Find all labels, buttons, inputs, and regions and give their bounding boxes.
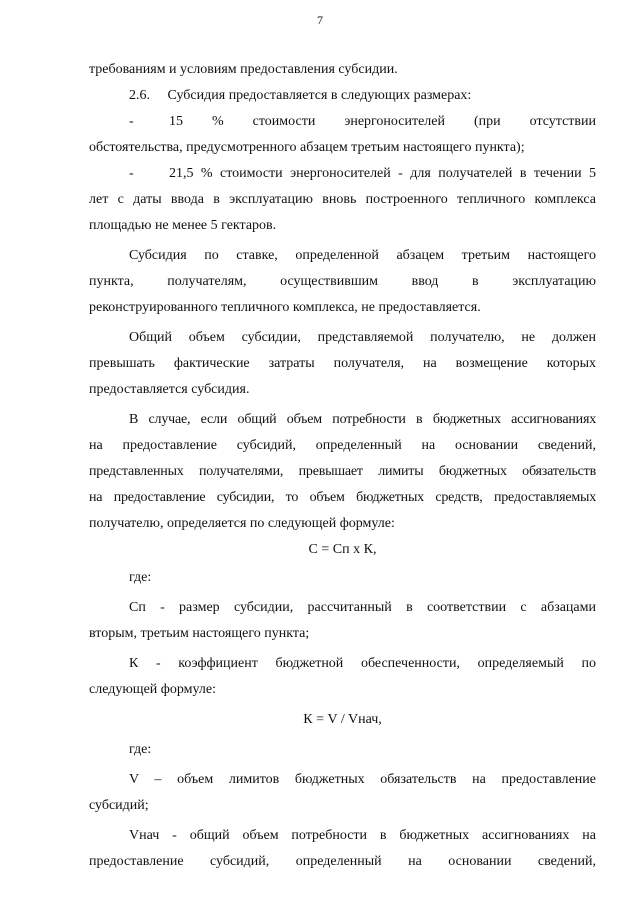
paragraph-line: предоставляется субсидия. — [89, 382, 250, 397]
where-label: где: — [129, 570, 152, 585]
paragraph-continuation: требованиям и условиям предоставления субсидии. — [89, 62, 398, 77]
paragraph-line: на предоставление субсидий, определенный на основании сведений, — [89, 438, 596, 453]
paragraph-rate-not-applied — [89, 243, 596, 321]
list-dash: - — [129, 114, 134, 129]
list-item-21-5-percent — [89, 161, 596, 239]
formula-subsidy: С = Сп х К, — [308, 542, 377, 557]
paragraph-budget-limits — [89, 407, 596, 537]
paragraph-line: Общий объем субсидии, представляемой получателю, не должен — [129, 330, 596, 345]
list-dash: - — [129, 166, 134, 181]
definition-k — [89, 651, 596, 703]
definition-cp — [89, 595, 596, 647]
paragraph-line: Vнач - общий объем потребности в бюджетных ассигнованиях на — [129, 828, 596, 843]
paragraph-line: следующей формуле: — [89, 682, 216, 697]
paragraph-line: получателю, определяется по следующей формуле: — [89, 516, 395, 531]
definition-v — [89, 767, 596, 819]
clause-2-6: 2.6. Субсидия предоставляется в следующих размерах: — [129, 88, 472, 103]
definition-vnach — [89, 823, 596, 875]
paragraph-line: на предоставление субсидии, то объем бюджетных средств, предоставляемых — [89, 490, 596, 505]
list-item-text: 21,5 % стоимости энергоносителей - для получателей в течении 5 — [169, 166, 596, 181]
paragraph-line: субсидий; — [89, 798, 149, 813]
paragraph-line: предоставление субсидий, определенный на основании сведений, — [89, 854, 596, 869]
formula-coefficient: К = V / Vнач, — [303, 712, 382, 727]
paragraph-line: превышать фактические затраты получателя, на возмещение которых — [89, 356, 596, 371]
paragraph-total-subsidy — [89, 325, 596, 403]
paragraph-line: Сп - размер субсидии, рассчитанный в соответствии с абзацами — [129, 600, 596, 615]
paragraph-line: представленных получателями, превышает лимиты бюджетных обязательств — [89, 464, 596, 479]
paragraph-line: вторым, третьим настоящего пункта; — [89, 626, 310, 641]
paragraph-line: Субсидия по ставке, определенной абзацем третьим настоящего — [129, 248, 596, 263]
paragraph-line: реконструированного тепличного комплекса, не предоставляется. — [89, 300, 481, 315]
list-item-text: 15 % стоимости энергоносителей (при отсутствии — [169, 114, 596, 129]
list-item-15-percent — [89, 109, 596, 161]
paragraph-line: В случае, если общий объем потребности в бюджетных ассигнованиях — [129, 412, 596, 427]
list-item-continuation: площадью не менее 5 гектаров. — [89, 218, 277, 233]
page-number: 7 — [317, 13, 323, 27]
document-body — [89, 57, 596, 875]
list-item-continuation: лет с даты ввода в эксплуатацию вновь построенного тепличного комплекса — [89, 192, 596, 207]
list-item-continuation: обстоятельства, предусмотренного абзацем третьим настоящего пункта); — [89, 140, 525, 155]
where-label: где: — [129, 742, 152, 757]
paragraph-line: пункта, получателям, осуществившим ввод в эксплуатацию — [89, 274, 596, 289]
paragraph-line: К - коэффициент бюджетной обеспеченности, определяемый по — [129, 656, 596, 671]
paragraph-line: V – объем лимитов бюджетных обязательств на предоставление — [129, 772, 596, 787]
